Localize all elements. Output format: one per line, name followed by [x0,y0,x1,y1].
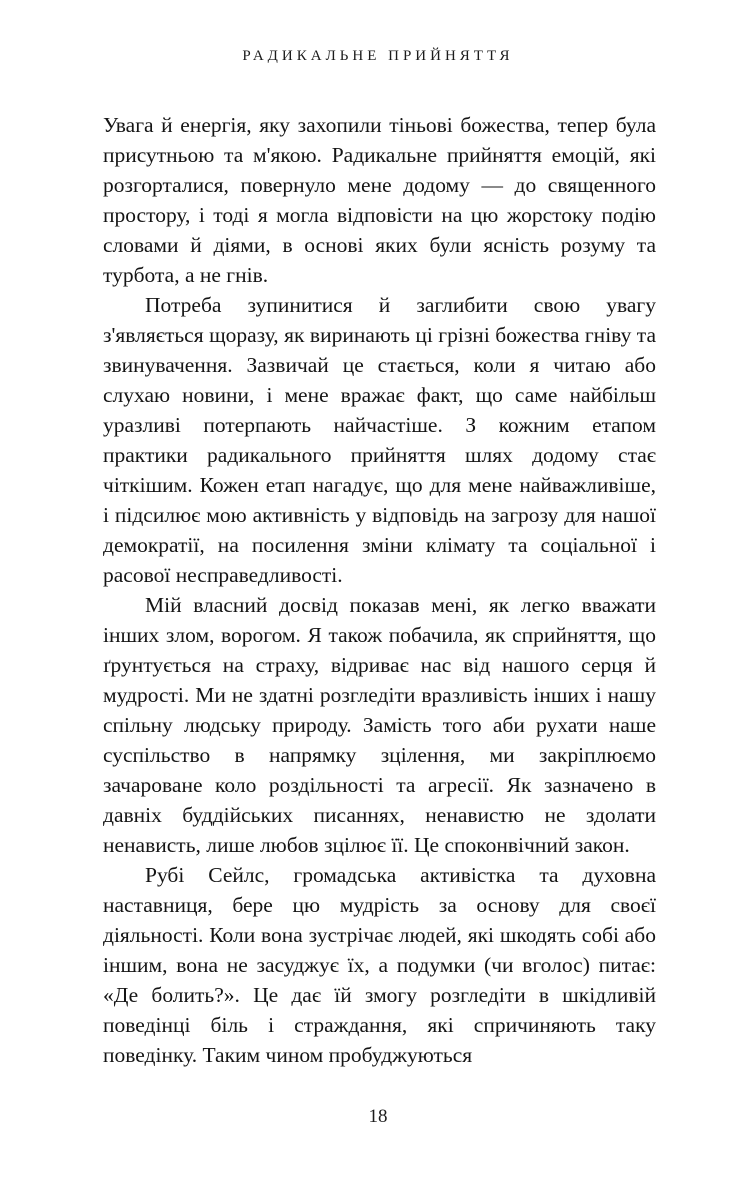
paragraph: Мій власний досвід показав мені, як легко вважати інших злом, ворогом. Я також побачила, як сприйняття, що ґрунтується на страху, відриває нас від нашого серця й мудрості. Ми не здатні розгледіти вразливість інших і нашу спільну людську природу. Замість того аби рухати наше суспільство в напрямку зцілення, ми закріплюємо зачароване коло роздільності та агресії. Як зазначено в давніх буддійських писаннях, ненавистю не здолати ненависть, лише любов зцілює її. Це споконвічний закон. [103,593,656,857]
paragraph: Увага й енергія, яку захопили тіньові божества, тепер була присутньою та м'якою. Радикальне прийняття емоцій, які розгорталися, повернуло мене додому — до священного простору, і тоді я могла відповісти на цю жорстоку подію словами й діями, в основі яких були ясність розуму та турбота, а не гнів. [103,113,656,287]
paragraph: Рубі Сейлс, громадська активістка та духовна наставниця, бере цю мудрість за основу для своєї діяльності. Коли вона зустрічає людей, які шкодять собі або іншим, вона не засуджує їх, а подумки (чи вголос) питає: «Де болить?». Це дає їй змогу розгледіти в шкідливій поведінці біль і страждання, які спричиняють таку поведінку. Таким чином пробуджуються [103,863,656,1067]
page-number: 18 [368,1106,388,1127]
body-text [103,110,656,1070]
paragraph: Потреба зупинитися й заглибити свою увагу з'являється щоразу, як виринають ці грізні божества гніву та звинувачення. Зазвичай це стається, коли я читаю або слухаю новини, і мене вражає факт, що саме найбільш уразливі потерпають найчастіше. З кожним етапом практики радикального прийняття шлях додому стає чіткішим. Кожен етап нагадує, що для мене найважливіше, і підсилює мою активність у відповідь на загрозу для нашої демократії, на посилення зміни клімату та соціальної і расової несправедливості. [103,293,656,587]
running-title: РАДИКАЛЬНЕ ПРИЙНЯТТЯ [242,48,514,64]
